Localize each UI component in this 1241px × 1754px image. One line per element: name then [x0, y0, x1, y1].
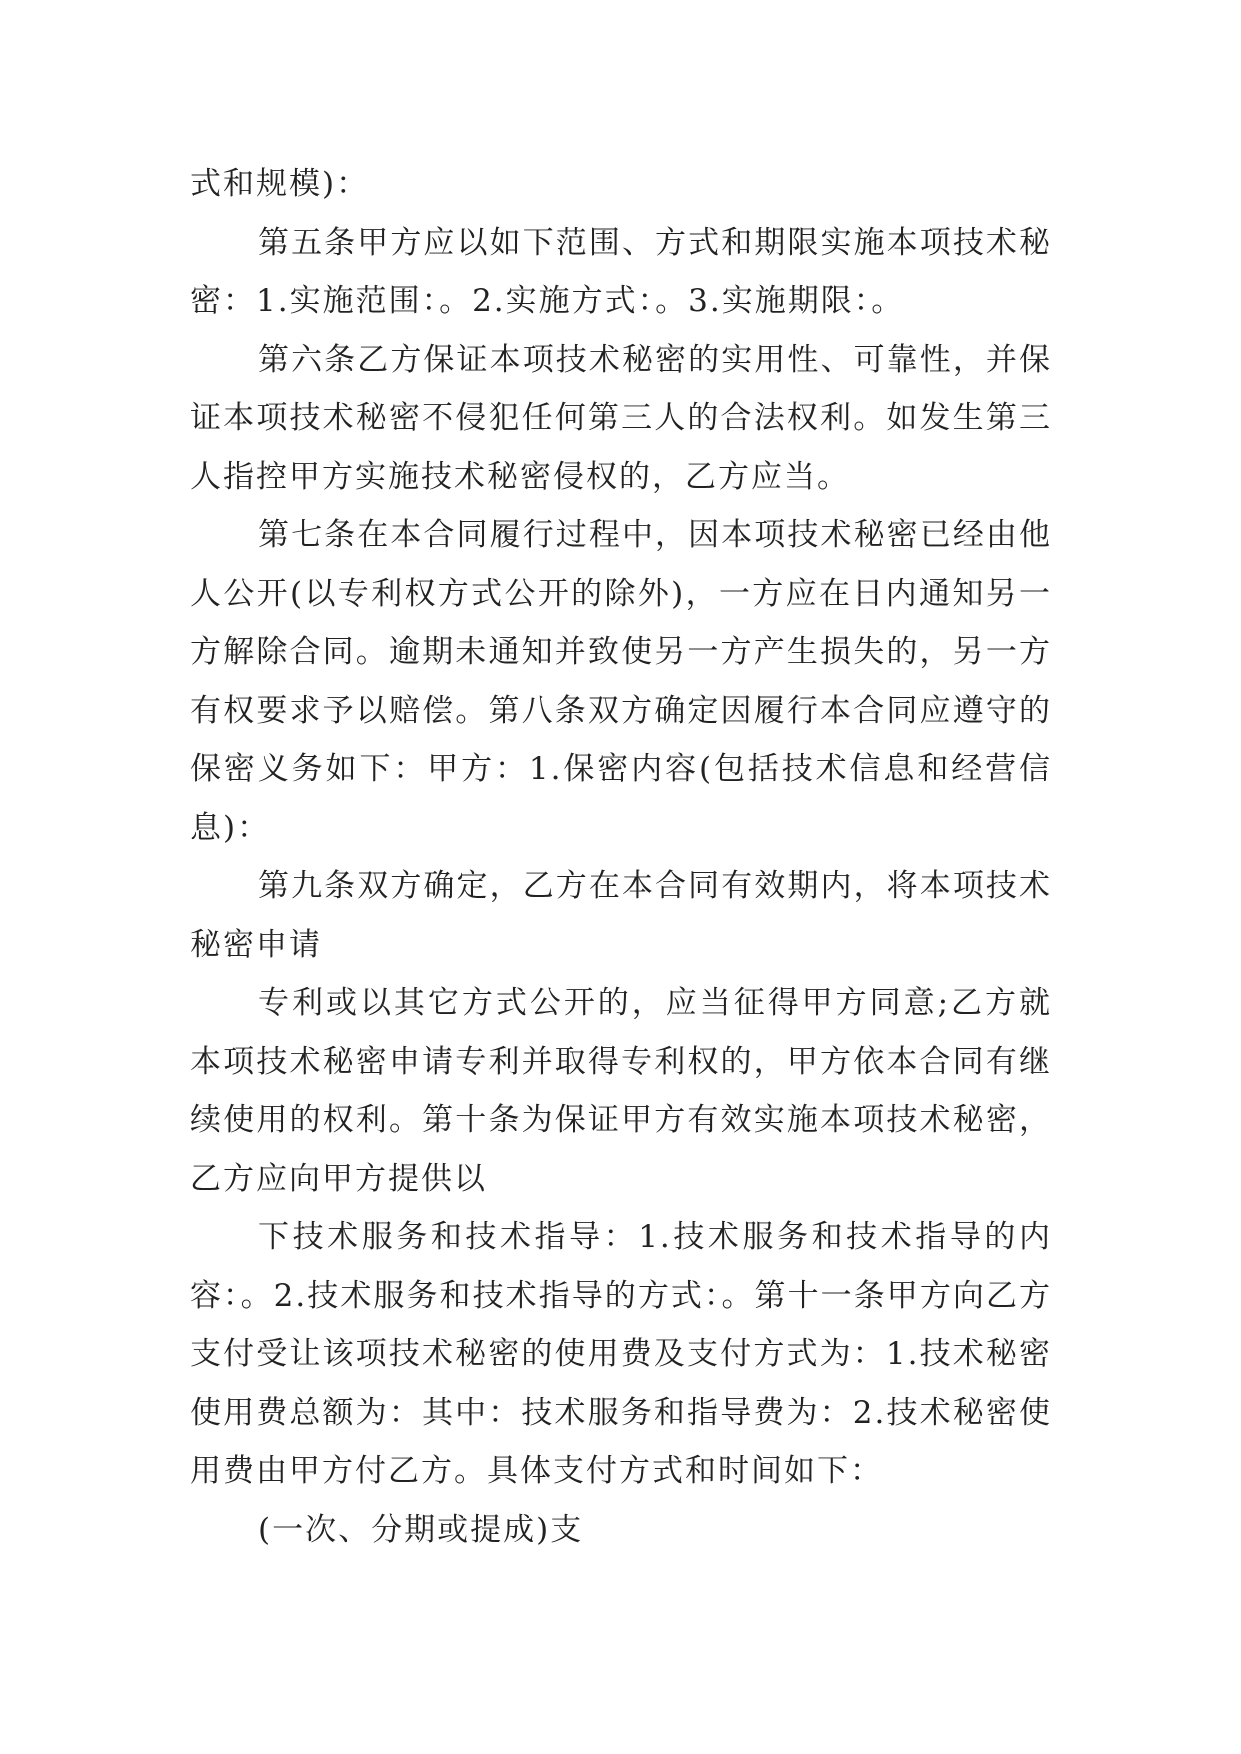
paragraph-6: 专利或以其它方式公开的，应当征得甲方同意;乙方就本项技术秘密申请专利并取得专利权的，甲方依本合同有继续使用的权利。第十条为保证甲方有效实施本项技术秘密，乙方应向甲方提供以: [190, 985, 1052, 1197]
paragraph-8: (一次、分期或提成)支: [258, 1511, 584, 1548]
paragraph-2: 第五条甲方应以如下范围、方式和期限实施本项技术秘密：1.实施范围：。2.实施方式：。3.实施期限：。: [190, 224, 1052, 319]
paragraph-4: 第七条在本合同履行过程中，因本项技术秘密已经由他人公开(以专利权方式公开的除外)，一方应在日内通知另一方解除合同。逾期未通知并致使另一方产生损失的，另一方有权要求予以赔偿。第八条双方确定因履行本合同应遵守的保密义务如下：甲方：1.保密内容(包括技术信息和经营信息)：: [190, 517, 1052, 846]
document-body: [190, 155, 1052, 1559]
paragraph-1: 式和规模)：: [190, 166, 370, 202]
paragraph-7: 下技术服务和技术指导：1.技术服务和技术指导的内容：。2.技术服务和技术指导的方式：。第十一条甲方向乙方支付受让该项技术秘密的使用费及支付方式为：1.技术秘密使用费总额为：其中：技术服务和指导费为：2.技术秘密使用费由甲方付乙方。具体支付方式和时间如下：: [190, 1219, 1052, 1489]
paragraph-5: 第九条双方确定，乙方在本合同有效期内，将本项技术秘密申请: [190, 868, 1052, 963]
paragraph-3: 第六条乙方保证本项技术秘密的实用性、可靠性，并保证本项技术秘密不侵犯任何第三人的合法权利。如发生第三人指控甲方实施技术秘密侵权的，乙方应当。: [190, 341, 1052, 495]
